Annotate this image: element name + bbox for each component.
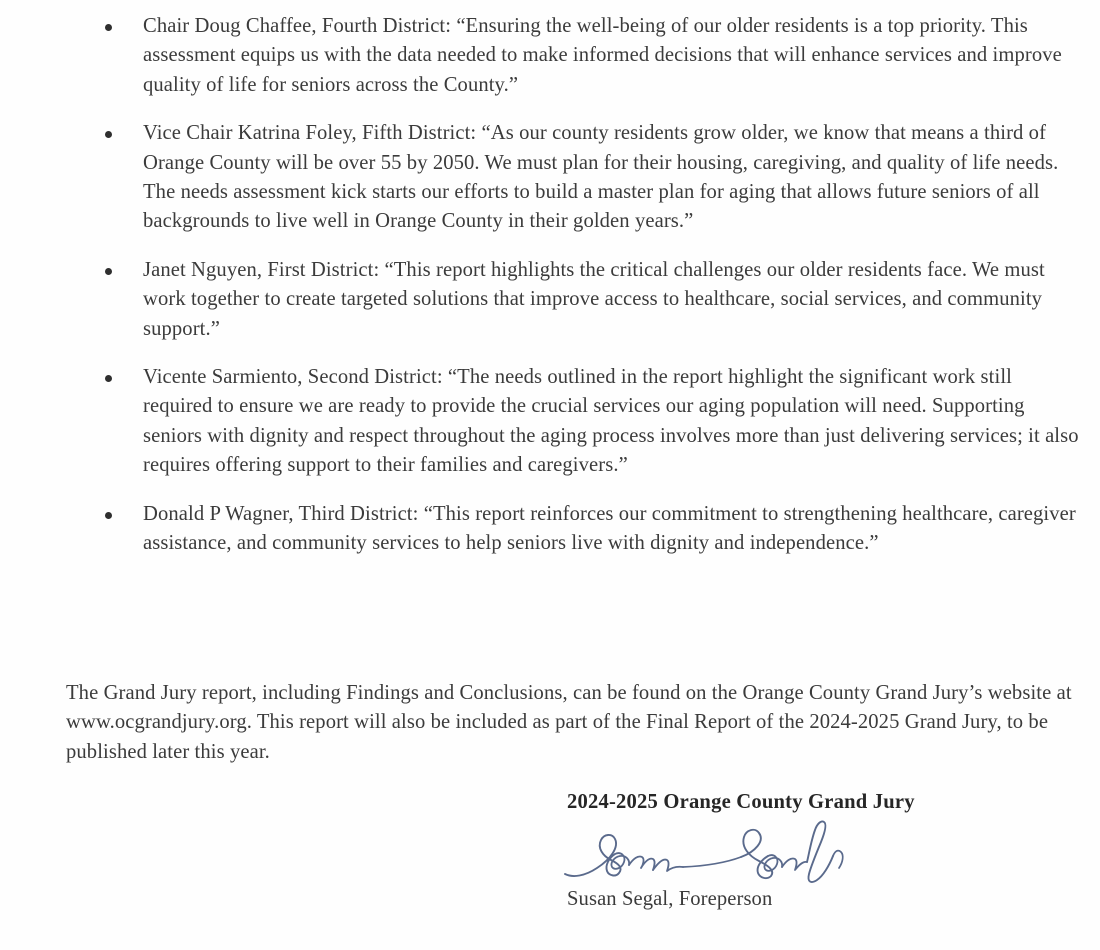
list-item [66,500,1086,559]
quote-text: Donald P Wagner, Third District: “This report reinforces our commitment to strengthening healthcare, caregiver assistance, and community services to help seniors live with dignity and independence.” [143,502,1076,555]
quote-text: Vicente Sarmiento, Second District: “The needs outlined in the report highlight the significant work still required to ensure we are ready to provide the crucial services our aging population will need. Supporting seniors with dignity and respect throughout the aging process involves more than just delivering services; it also requires offering support to their families and caregivers.” [143,366,1079,477]
closing-paragraph: The Grand Jury report, including Findings and Conclusions, can be found on the Orange County Grand Jury’s website at www.ocgrandjury.org. This report will also be included as part of the Final Report of the 2024-2025 Grand Jury, to be published later this year. [66,681,1072,763]
bullet-disc-icon [105,24,112,31]
signature-block [567,791,1037,911]
quote-text: Vice Chair Katrina Foley, Fifth District: “As our county residents grow older, we know that means a third of Orange County will be over 55 by 2050. We must plan for their housing, caregiving, and quality of life needs. The needs assessment kick starts our efforts to build a master plan for aging that allows future seniors of all backgrounds to live well in Orange County in their golden years.” [143,122,1059,233]
handwritten-signature [559,816,1037,888]
bullet-disc-icon [105,512,112,519]
list-item [66,256,1086,344]
list-item [66,12,1086,100]
quote-text: Janet Nguyen, First District: “This report highlights the critical challenges our older residents face. We must work together to create targeted solutions that improve access to healthcare, social services, and community support.” [143,258,1045,340]
supervisor-quote-list [66,12,1086,559]
bullet-disc-icon [105,131,112,138]
grand-jury-heading: 2024-2025 Orange County Grand Jury [567,791,915,813]
bullet-disc-icon [105,268,112,275]
signature-caption: Susan Segal, Foreperson [567,888,773,910]
list-item [66,363,1086,481]
quote-text: Chair Doug Chaffee, Fourth District: “Ensuring the well-being of our older residents is a top priority. This assessment equips us with the data needed to make informed decisions that will enhance services and improve quality of life for seniors across the County.” [143,15,1062,96]
bullet-disc-icon [105,375,112,382]
list-item [66,119,1086,237]
signature-icon [559,816,859,888]
